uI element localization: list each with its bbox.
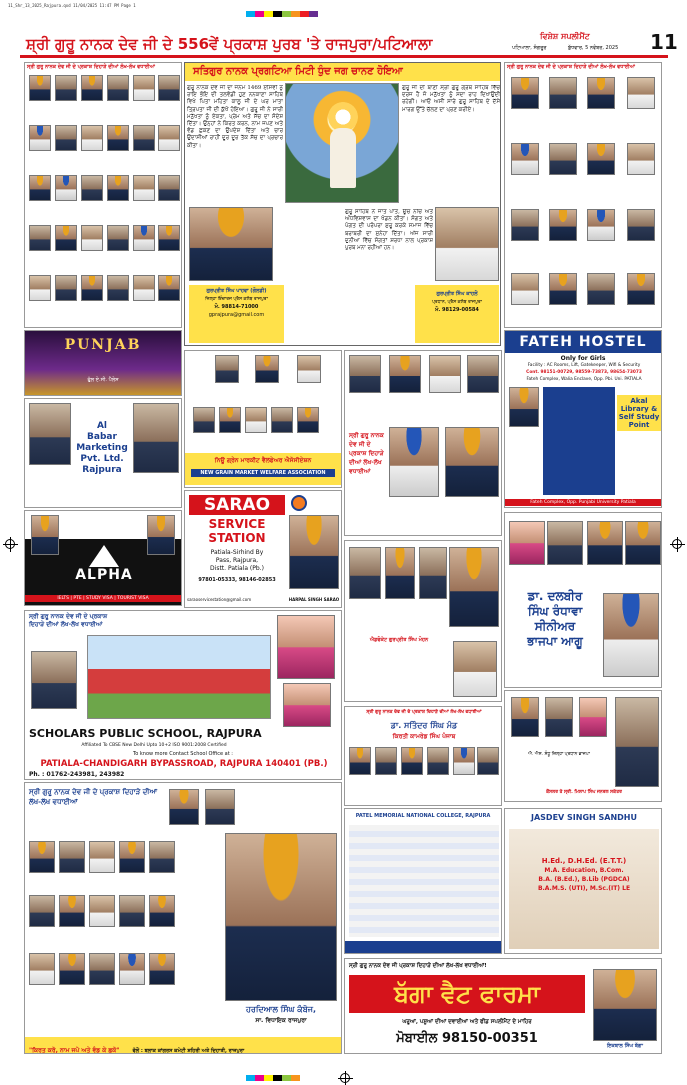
portrait	[277, 615, 335, 679]
portrait	[297, 407, 319, 433]
al-babar-ad	[24, 398, 182, 508]
portrait	[349, 547, 381, 599]
fateh-only-girls: Only for Girls	[560, 355, 606, 362]
portrait	[193, 407, 215, 433]
jasdev-sandhu-ad	[504, 808, 662, 954]
portrait	[119, 895, 145, 927]
portrait	[31, 515, 59, 555]
fateh-title: FATEH HOSTEL	[519, 334, 647, 350]
portrait	[133, 403, 179, 473]
portrait	[81, 275, 103, 301]
author-left-plate	[189, 285, 284, 343]
indian-oil-logo-icon	[291, 495, 307, 511]
portrait	[133, 225, 155, 251]
author-left-email: gprajpura@gmail.com	[208, 312, 265, 318]
sarao-address3: Distt. Patiala (Pb.)	[210, 565, 264, 572]
portrait	[29, 125, 51, 151]
greetings-grid-right-heading: ਸ੍ਰੀ ਗੁਰੂ ਨਾਨਕ ਦੇਵ ਜੀ ਦੇ ਪ੍ਰਕਾਸ਼ ਦਿਹਾੜੇ ਦੀਆਂ ਲੱਖ-ਲੱਖ ਵਧਾਈਆਂ	[507, 64, 635, 70]
greeting-side-text: ਸ੍ਰੀ ਗੁਰੂ ਨਾਨਕ ਦੇਵ ਜੀ ਦੇ ਪ੍ਰਕਾਸ਼ ਦਿਹਾੜੇ ਦੀਆਂ ਲੱਖ-ਲੱਖ ਵਧਾਈਆਂ	[349, 432, 384, 475]
al-babar-line3: Marketing	[76, 443, 128, 453]
masthead-date: ਬੁੱਧਵਾਰ, 5 ਨਵੰਬਰ, 2025	[568, 45, 619, 51]
portrait	[149, 841, 175, 873]
portrait	[29, 75, 51, 101]
sarao-address1: Patiala-Sirhind By	[210, 549, 264, 556]
fateh-address: Fateh Complex, Walia Enclave, Opp. Pbi. Uni. PATIALA	[526, 377, 642, 382]
portrait	[627, 209, 655, 241]
color-registration-bar	[246, 2, 318, 21]
guru-figure-icon	[330, 128, 356, 188]
registration-mark-left	[5, 539, 15, 549]
portrait	[107, 125, 129, 151]
portrait	[81, 75, 103, 101]
greetings-grid-left	[24, 62, 182, 328]
scholars-phone: Ph. : 01762-243981, 243982	[29, 771, 125, 778]
portrait	[271, 407, 293, 433]
portrait	[169, 789, 199, 825]
portrait	[453, 641, 497, 697]
fateh-features	[543, 387, 615, 495]
portrait	[349, 747, 371, 775]
author-right-name: ਗੁਰਪ੍ਰੀਤ ਸਿੰਘ ਕਾਹਲੋਂ	[436, 291, 478, 297]
college-title: PATEL MEMORIAL NATIONAL COLLEGE, RAJPURA	[355, 813, 491, 819]
portrait	[107, 175, 129, 201]
portrait	[449, 547, 499, 627]
page-number: 11	[650, 30, 678, 54]
portrait	[158, 125, 180, 151]
hardial-title: ਸਾ. ਵਿਧਾਇਕ ਰਾਜਪੁਰਾ	[255, 1017, 307, 1024]
portrait	[511, 697, 539, 737]
school-building-image	[87, 635, 271, 719]
portrait	[511, 77, 539, 109]
paper-name: ਵਿਸ਼ੇਸ਼ ਸਪਲੀਮੈਂਟ	[540, 32, 590, 41]
portrait	[133, 125, 155, 151]
article-headline: ਸਤਿਗੁਰ ਨਾਨਕ ਪ੍ਰਗਟਿਆ ਮਿਟੀ ਧੁੰਦ ਜਗ ਚਾਨਣ ਹੋਇਆ	[193, 66, 403, 77]
footer-slogan-bar	[25, 1037, 341, 1053]
portrait	[283, 683, 331, 727]
portrait	[587, 143, 615, 175]
bagga-title-bar	[349, 975, 585, 1013]
masthead	[20, 30, 678, 58]
portrait	[29, 275, 51, 301]
portrait	[445, 427, 499, 497]
hardial-greeting: ਸ੍ਰੀ ਗੁਰੂ ਨਾਨਕ ਦੇਵ ਜੀ ਦੇ ਪ੍ਰਕਾਸ਼ ਦਿਹਾੜੇ ਦੀਆਂ ਲੱਖ-ਲੱਖ ਵਧਾਈਆਂ	[29, 788, 158, 806]
scholars-school-ad	[24, 610, 342, 780]
kirti: ਕਿਰਤੀ ਕਾਮਰੇਡ ਸਿੰਘ ਪੰਜਾਬ	[392, 733, 456, 740]
bagga-title: ਬੱਗਾ ਵੈਟ ਫਾਰਮਾ	[394, 980, 540, 1008]
portrait	[511, 273, 539, 305]
portrait	[625, 521, 661, 565]
al-babar-line5: Rajpura	[82, 465, 122, 475]
portrait	[385, 547, 415, 599]
portrait	[509, 521, 545, 565]
portrait	[627, 273, 655, 305]
portrait	[81, 225, 103, 251]
article-body-left: ਗੁਰੂ ਨਾਨਕ ਦੇਵ ਜੀ ਦਾ ਜਨਮ 1469 ਈਸਵੀ ਨੂੰ ਰਾਇ ਭੋਇ ਦੀ ਤਲਵੰਡੀ ਹੁਣ ਨਨਕਾਣਾ ਸਾਹਿਬ ਵਿਖੇ ਪਿਤਾ ਮਹਿਤਾ ਕਾਲੂ ਜੀ ਦੇ ਘਰ ਮਾਤਾ ਤ੍ਰਿਪਤਾ ਜੀ ਦੀ ਕੁੱਖੋਂ ਹੋਇਆ। ਗੁਰੂ ਜੀ ਨੇ ਸਾਰੀ ਮਨੁੱਖਤਾ ਨੂੰ ਏਕਤਾ, ਪ੍ਰੇਮ ਅਤੇ ਸੱਚ ਦਾ ਸੰਦੇਸ਼ ਦਿੱਤਾ। ਉਨ੍ਹਾਂ ਨੇ ਕਿਰਤ ਕਰਨ, ਨਾਮ ਜਪਣ ਅਤੇ ਵੰਡ ਛਕਣ ਦਾ ਉਪਦੇਸ਼ ਦਿੱਤਾ ਅਤੇ ਚਾਰ ਉਦਾਸੀਆਂ ਰਾਹੀਂ ਦੂਰ ਦੂਰ ਤੱਕ ਸੱਚ ਦਾ ਪ੍ਰਚਾਰ ਕੀਤਾ।	[187, 85, 283, 149]
portrait	[467, 355, 499, 393]
portrait	[147, 515, 175, 555]
portrait	[29, 841, 55, 873]
portrait	[133, 175, 155, 201]
new-grain-market-ad	[184, 350, 342, 488]
dr-satinder: ਡਾ. ਸਤਿੰਦਰ ਸਿੰਘ ਮੰਡ	[390, 721, 458, 730]
portrait	[89, 895, 115, 927]
portrait	[549, 209, 577, 241]
sarao-service-station-ad	[184, 490, 342, 608]
portrait	[31, 651, 77, 709]
college-footer	[345, 941, 501, 953]
portrait	[511, 143, 539, 175]
author-left-photo	[189, 207, 273, 281]
alpha-logo-icon	[89, 545, 119, 567]
dalbir-line3: ਸੀਨੀਅਰ	[534, 619, 576, 633]
portrait	[205, 789, 235, 825]
print-slug: 11_Shr_13_2025_Rajpura.qxd 11/04/2025 11:47 PM Page 1	[8, 3, 136, 8]
portrait	[107, 75, 129, 101]
alpha-title: ALPHA	[75, 567, 133, 583]
author-left-phone: ਮੋ. 98814-71000	[214, 304, 259, 310]
author-right-phone: ਮੋ. 98129-00584	[435, 307, 479, 313]
portrait	[389, 355, 421, 393]
hardial-name: ਹਰਦਿਆਲ ਸਿੰਘ ਕੰਬੋਜ,	[246, 1005, 316, 1014]
dalbir-line4: ਭਾਜਪਾ ਆਗੂ	[527, 634, 583, 648]
satinder-greeting: ਸ੍ਰੀ ਗੁਰੂ ਨਾਨਕ ਦੇਵ ਜੀ ਦੇ ਪ੍ਰਕਾਸ਼ ਦਿਹਾੜੇ ਦੀਆਂ ਲੱਖ-ਲੱਖ ਵਧਾਈਆਂ	[366, 710, 482, 715]
portrait	[59, 953, 85, 985]
gurpreet-caption: ਐਡਵੋਕੇਟ ਗੁਰਪ੍ਰੀਤ ਸਿੰਘ ਮੋਹਨ	[369, 637, 429, 643]
portrait	[297, 355, 321, 383]
portrait	[55, 225, 77, 251]
portrait	[55, 125, 77, 151]
portrait	[603, 593, 659, 677]
portrait	[627, 77, 655, 109]
guru-nanak-artwork	[285, 83, 399, 203]
jasdev-line3: B.A. (B.Ed.), B.Lib (PGDCA)	[538, 876, 630, 883]
al-babar-text	[73, 421, 131, 476]
portrait	[119, 841, 145, 873]
article-headline-bar	[185, 63, 500, 81]
portrait	[587, 521, 623, 565]
portrait	[29, 225, 51, 251]
punjab-title: PUNJAB	[64, 337, 142, 353]
portrait	[453, 747, 475, 775]
college-body	[349, 825, 499, 937]
portrait	[149, 895, 175, 927]
alpha-ad	[24, 510, 182, 606]
portrait	[547, 521, 583, 565]
footer-by: ਵੱਲੋਂ : ਬਲਾਕ ਕਾਂਗਰਸ ਕਮੇਟੀ ਸ਼ਹਿਰੀ ਅਤੇ ਦਿਹਾਤੀ, ਰਾਜਪੁਰਾ	[132, 1048, 245, 1054]
portrait	[29, 953, 55, 985]
bagga-vet-pharma-ad	[344, 958, 662, 1054]
sarao-address2: Pass, Rajpura,	[215, 557, 259, 564]
portrait	[245, 407, 267, 433]
sarao-line2: SERVICE	[208, 517, 266, 531]
portrait	[158, 75, 180, 101]
fateh-library: Akal Library & Self Study Point	[618, 397, 660, 429]
scholars-address: PATIALA-CHANDIGARH BYPASSROAD, RAJPURA 140401 (PB.)	[40, 759, 328, 769]
portrait	[549, 273, 577, 305]
sarao-title: SARAO	[189, 495, 285, 515]
al-babar-line2: Babar	[87, 432, 117, 442]
dalbir-line2: ਸਿੰਘ ਰੰਧਾਵਾ	[527, 604, 583, 618]
portrait	[477, 747, 499, 775]
dalbir-name	[509, 589, 601, 649]
portrait	[89, 841, 115, 873]
author-left-name: ਗੁਰਪ੍ਰੀਤ ਸਿੰਘ ਪਾਹਵਾ (ਗੋਲਡੀ)	[206, 288, 267, 294]
jasdev-line4: B.A.M.S. (UTI), M.Sc.(IT) LE	[537, 885, 631, 892]
portrait	[55, 275, 77, 301]
portrait	[158, 275, 180, 301]
portrait	[133, 275, 155, 301]
alpha-services: IELTS | PTE | STUDY VISA | TOURIST VISA	[25, 595, 181, 602]
portrait	[587, 209, 615, 241]
portrait	[107, 275, 129, 301]
portrait	[59, 895, 85, 927]
footer-slogan: "ਕਿਰਤ ਕਰੋ, ਨਾਮ ਜਪੋ ਅਤੇ ਵੰਡ ਕੇ ਛਕੋ"	[29, 1047, 120, 1054]
satinder-ad	[344, 706, 502, 806]
masthead-place: ਪਟਿਆਲਾ, ਸੰਗਰੂਰ	[512, 45, 547, 51]
jasdev-line1: H.Ed., D.H.Ed. (E.T.T.)	[541, 857, 627, 865]
portrait	[149, 953, 175, 985]
portrait	[119, 953, 145, 985]
sarao-line3: STATION	[208, 531, 266, 545]
portrait	[55, 175, 77, 201]
portrait	[593, 969, 657, 1041]
bagga-sub: ਘਰੂਆਂ, ਪਸ਼ੂਆਂ ਦੀਆਂ ਦਵਾਈਆਂ ਅਤੇ ਫੀਡ ਸਪਲੀਮੈਂਟ ਦੇ ਮਾਹਿਰ	[402, 1019, 532, 1025]
scholars-contact-label: To know more Contact School Office at :	[133, 751, 233, 757]
greetings-grid-right	[504, 62, 662, 328]
portrait	[81, 125, 103, 151]
author-right-detail: ਪ੍ਰਧਾਨ, ਪ੍ਰੈਸ ਕਲੱਬ ਰਾਜਪੁਰਾ	[432, 300, 482, 305]
article-body-mid: ਗੁਰੂ ਸਾਹਿਬ ਨੇ ਜਾਤ ਪਾਤ, ਊਚ ਨੀਚ ਅਤੇ ਅੰਧਵਿਸ਼ਵਾਸ ਦਾ ਖੰਡਨ ਕੀਤਾ। ਸੰਗਤ ਅਤੇ ਪੰਗਤ ਦੀ ਪਰੰਪਰਾ ਸ਼ੁਰੂ ਕਰਕੇ ਸਮਾਜ ਵਿੱਚ ਬਰਾਬਰੀ ਦਾ ਸੁਨੇਹਾ ਦਿੱਤਾ। ਅੱਜ ਸਾਰੀ ਦੁਨੀਆ ਵਿੱਚ ਸੰਗਤਾਂ ਸ਼ਰਧਾ ਨਾਲ ਪ੍ਰਕਾਸ਼ ਪੁਰਬ ਮਨਾ ਰਹੀਆਂ ਹਨ।	[345, 209, 433, 252]
portrait	[401, 747, 423, 775]
portrait	[219, 407, 241, 433]
portrait	[255, 355, 279, 383]
scholars-greeting: ਸ੍ਰੀ ਗੁਰੂ ਨਾਨਕ ਦੇਵ ਜੀ ਦੇ ਪ੍ਰਕਾਸ਼ ਦਿਹਾੜੇ ਦੀਆਂ ਲੱਖ-ਲੱਖ ਵਧਾਈਆਂ	[29, 613, 108, 628]
registration-mark-right	[672, 539, 682, 549]
scholars-title: SCHOLARS PUBLIC SCHOOL, RAJPURA	[29, 727, 262, 740]
bottom-color-bar	[246, 1066, 300, 1085]
scholars-affil: Affiliated To CBSE New Delhi Upto 10+2 ISO 9001:2008 Certified	[81, 743, 227, 748]
portrait	[375, 747, 397, 775]
portrait	[389, 427, 439, 497]
portrait	[29, 895, 55, 927]
portrait	[509, 387, 539, 427]
portrait	[587, 273, 615, 305]
hardial-kamboj-ad	[24, 782, 342, 1054]
portrait	[55, 75, 77, 101]
hardial-portrait	[225, 833, 337, 1001]
portrait	[427, 747, 449, 775]
portrait	[615, 697, 659, 787]
portrait	[89, 953, 115, 985]
fateh-facility: Facility : AC Rooms, Lift, Gatekeeper, Wifi & Security	[527, 363, 641, 368]
jasdev-name: JASDEV SINGH SANDHU	[531, 813, 637, 822]
fateh-contact: Cont. 98151-00729, 98559-73873, 98654-73073	[526, 370, 642, 375]
new-grain-title: ਨਿਊ ਗ੍ਰੇਨ ਮਾਰਕੀਟ ਵੈਲਫੇਅਰ ਐਸੋਸੀਏਸ਼ਨ	[214, 457, 312, 464]
college-ad	[344, 808, 502, 954]
portrait	[587, 77, 615, 109]
bagga-owner: ਇਕਬਾਲ ਸਿੰਘ ਬੱਗਾ	[607, 1043, 643, 1049]
portrait	[579, 697, 607, 737]
author-right-photo	[435, 207, 499, 281]
fateh-title-bar	[505, 331, 661, 353]
greetings-grid-left-heading: ਸ੍ਰੀ ਗੁਰੂ ਨਾਨਕ ਦੇਵ ਜੀ ਦੇ ਪ੍ਰਕਾਸ਼ ਦਿਹਾੜੇ ਦੀਆਂ ਲੱਖ-ਲੱਖ ਵਧਾਈਆਂ	[27, 64, 155, 70]
political-greetings-2	[344, 540, 502, 702]
masthead-title: ਸ਼੍ਰੀ ਗੁਰੂ ਨਾਨਕ ਦੇਵ ਜੀ ਦੇ 556ਵੇਂ ਪ੍ਰਕਾਸ਼ ਪੁਰਬ 'ਤੇ ਰਾਜਪੁਰਾ/ਪਟਿਆਲਾ	[26, 35, 433, 53]
bagga-greeting: ਸ੍ਰੀ ਗੁਰੂ ਨਾਨਕ ਦੇਵ ਜੀ ਪ੍ਰਕਾਸ਼ ਦਿਹਾੜੇ ਦੀਆਂ ਲੱਖ-ਲੱਖ ਵਧਾਈਆਂ!	[349, 963, 487, 969]
bjp-caption: ਐ. ਐਸ. ਸੰਧੂ ਜ਼ਿਲ੍ਹਾ ਪ੍ਰਧਾਨ ਭਾਜਪਾ	[528, 752, 590, 757]
portrait	[511, 209, 539, 241]
dalbir-randhawa-ad	[504, 512, 662, 688]
portrait	[158, 175, 180, 201]
portrait	[545, 697, 573, 737]
portrait	[107, 225, 129, 251]
portrait	[81, 175, 103, 201]
article-body-right: ਗੁਰੂ ਜੀ ਦੀ ਬਾਣੀ ਸ੍ਰੀ ਗੁਰੂ ਗ੍ਰੰਥ ਸਾਹਿਬ ਵਿੱਚ ਦਰਜ ਹੈ ਜੋ ਮਨੁੱਖਤਾ ਨੂੰ ਸਦਾ ਰਾਹ ਦਿਖਾਉਂਦੀ ਰਹੇਗੀ। ਆਓ ਅਸੀਂ ਸਾਰੇ ਗੁਰੂ ਸਾਹਿਬ ਦੇ ਦੱਸੇ ਮਾਰਗ ਉੱਤੇ ਚੱਲਣ ਦਾ ਪ੍ਰਣ ਕਰੀਏ।	[402, 85, 500, 113]
portrait	[215, 355, 239, 383]
jasdev-line2: M.A. Education, B.Com.	[544, 867, 624, 874]
dalbir-line1: ਡਾ. ਦਲਬੀਰ	[527, 589, 583, 603]
sarao-email: saraoservicestation@gmail.com	[187, 597, 252, 602]
author-left-detail: ਜਿਲ੍ਹਾ ਇੰਚਾਰਜ ਪ੍ਰੈਸ ਕਲੱਬ ਰਾਜਪੁਰਾ	[205, 297, 268, 302]
portrait	[133, 75, 155, 101]
new-grain-sub: NEW GRAIN MARKET WELFARE ASSOCIATION	[191, 469, 335, 477]
punjab-palace-ad	[24, 330, 182, 396]
portrait	[419, 547, 447, 599]
portrait	[59, 841, 85, 873]
councillor-ad	[504, 690, 662, 802]
portrait	[429, 355, 461, 393]
new-grain-title-bar	[185, 453, 341, 485]
portrait	[349, 355, 381, 393]
portrait	[549, 143, 577, 175]
jasdev-body	[509, 829, 659, 949]
punjab-sub: ਫੁੱਲ ਏ.ਸੀ. ਪੈਲੇਸ	[87, 377, 119, 383]
portrait	[549, 77, 577, 109]
registration-mark-bottom	[340, 1073, 350, 1083]
portrait	[29, 175, 51, 201]
al-babar-line1: Al	[96, 421, 108, 431]
al-babar-line4: Pvt. Ltd.	[80, 454, 124, 464]
political-greetings-1	[344, 350, 502, 536]
portrait	[289, 515, 339, 589]
bagga-phone: ਮੋਬਾਈਲ 98150-00351	[396, 1031, 538, 1046]
bottom-caption: ਕੌਂਸਲਰ ਤੇ ਸ੍ਰੀ. ਮਿਲਾਪ ਸਿੰਘ ਜਨਰਲ ਸਕੱਤਰ	[546, 790, 622, 795]
fateh-footer: Fateh Complex, Opp. Punjabi University Patiala	[505, 499, 661, 506]
author-right-plate	[415, 285, 499, 343]
sarao-phone: 97801-05333, 98146-02853	[198, 577, 276, 583]
portrait	[29, 403, 71, 465]
fateh-hostel-ad	[504, 330, 662, 508]
article-box	[184, 62, 501, 346]
sarao-owner: HARPAL SINGH SARAO	[288, 597, 340, 602]
portrait	[158, 225, 180, 251]
portrait	[627, 143, 655, 175]
